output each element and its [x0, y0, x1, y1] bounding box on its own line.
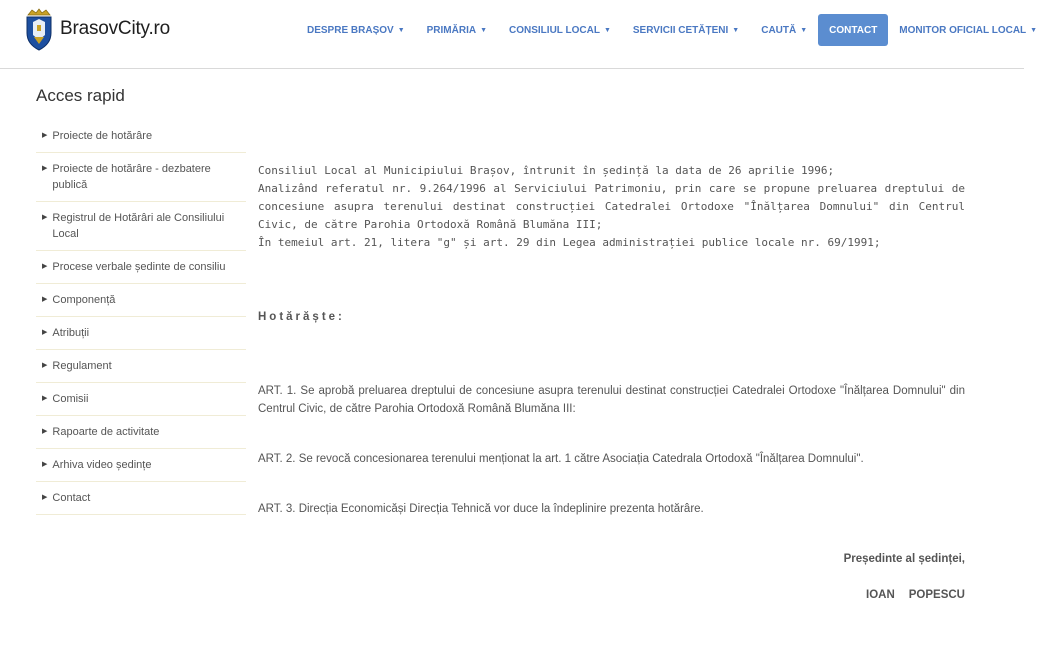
nav-label: PRIMĂRIA: [426, 24, 477, 36]
signature-last-name: POPESCU: [908, 589, 965, 601]
article-1: ART. 1. Se aprobă preluarea dreptului de concesiune asupra terenului destinat construcției Catedralei Ortodoxe "Înălțarea Domnului" din Centrul Civic, de către Parohia Ortodoxă Română Blumăna III:: [258, 385, 965, 415]
nav-label: MONITOR OFICIAL LOCAL: [899, 24, 1027, 36]
nav-label: CONSILIUL LOCAL: [509, 24, 600, 36]
sidebar-acces-rapid: [36, 86, 246, 515]
sidebar-item-label: Rapoarte de activitate: [52, 426, 160, 438]
sidebar-item-label: Regulament: [52, 360, 112, 372]
caret-right-icon: ▶: [42, 329, 48, 336]
caret-right-icon: ▶: [42, 461, 48, 468]
sidebar-item-procese-verbale[interactable]: [36, 251, 246, 284]
caret-right-icon: ▶: [42, 428, 48, 435]
nav-label: DESPRE BRAȘOV: [307, 24, 394, 36]
caret-right-icon: ▶: [42, 362, 48, 369]
sidebar-item-label: Contact: [52, 492, 91, 504]
sidebar-item-comisii[interactable]: [36, 383, 246, 416]
nav-consiliul-local[interactable]: [498, 14, 622, 46]
caret-down-icon: ▼: [1030, 26, 1038, 34]
sidebar-item-label: Arhiva video ședințe: [52, 459, 152, 471]
nav-primaria[interactable]: [416, 14, 498, 46]
sidebar-item-label: Componență: [52, 294, 116, 306]
nav-despre-brasov[interactable]: [296, 14, 416, 46]
nav-contact-button[interactable]: [818, 14, 888, 46]
signature-title: Președinte al ședinței,: [843, 553, 965, 565]
decision-document: [258, 162, 965, 604]
caret-down-icon: ▼: [397, 26, 405, 34]
main-nav: [296, 14, 1048, 46]
sidebar-item-label: Atribuții: [52, 327, 90, 339]
signature-name: [258, 586, 965, 604]
sidebar-item-componenta[interactable]: [36, 284, 246, 317]
brasov-coat-of-arms-icon: [24, 7, 54, 51]
sidebar-item-label: Proiecte de hotărâre - dezbatere publică: [52, 163, 211, 191]
nav-label: SERVICII CETĂȚENI: [632, 24, 729, 36]
sidebar-item-rapoarte-activitate[interactable]: [36, 416, 246, 449]
sidebar-title: Acces rapid: [36, 86, 125, 105]
caret-right-icon: ▶: [42, 263, 48, 270]
top-navbar: [0, 0, 1038, 69]
caret-right-icon: ▶: [42, 494, 48, 501]
sidebar-item-label: Proiecte de hotărâre: [52, 130, 153, 142]
sidebar-item-regulament[interactable]: [36, 350, 246, 383]
logo-text: BrasovCity.ro: [60, 18, 171, 39]
preamble-line: Analizând referatul nr. 9.264/1996 al Serviciului Patrimoniu, prin care se propune preluarea dreptului de concesiune asupra terenului destinat construcției Catedralei Ortodoxe "Înălțarea Domnului" din Centrul Civic, de către Parohia Ortodoxă Română Blumăna III;: [258, 182, 965, 231]
nav-monitor-oficial-local[interactable]: [888, 14, 1048, 46]
preamble-line: În temeiul art. 21, litera "g" și art. 29 din Legea administrației publice locale nr. 69/1991;: [258, 236, 881, 249]
decision-heading: Hotărăște:: [258, 311, 345, 323]
nav-label: CONTACT: [829, 24, 878, 36]
sidebar-item-arhiva-video[interactable]: [36, 449, 246, 482]
caret-right-icon: ▶: [42, 165, 48, 172]
sidebar-item-proiecte-hotarare[interactable]: [36, 120, 246, 153]
caret-right-icon: ▶: [42, 395, 48, 402]
caret-right-icon: ▶: [42, 132, 48, 139]
article-2: ART. 2. Se revocă concesionarea terenului menționat la art. 1 către Asociația Catedrala Ortodoxă "Înălțarea Domnului".: [258, 453, 864, 465]
caret-right-icon: ▶: [42, 214, 48, 221]
sidebar-item-dezbatere-publica[interactable]: [36, 153, 246, 202]
nav-cauta[interactable]: [750, 14, 818, 46]
caret-down-icon: ▼: [800, 26, 808, 34]
preamble-line: Consiliul Local al Municipiului Brașov, întrunit în ședință la data de 26 aprilie 1996;: [258, 164, 835, 177]
sidebar-list: [36, 120, 246, 515]
sidebar-item-registrul-hotarari[interactable]: [36, 202, 246, 251]
nav-servicii-cetateni[interactable]: [622, 14, 750, 46]
sidebar-item-label: Procese verbale ședinte de consiliu: [52, 261, 226, 273]
caret-down-icon: ▼: [603, 26, 611, 34]
sidebar-item-atributii[interactable]: [36, 317, 246, 350]
sidebar-item-contact[interactable]: [36, 482, 246, 515]
sidebar-item-label: Registrul de Hotărâri ale Consiliului Local: [52, 212, 225, 240]
caret-right-icon: ▶: [42, 296, 48, 303]
article-3: ART. 3. Direcția Economicăși Direcția Tehnică vor duce la îndeplinire prezenta hotărâre.: [258, 503, 704, 515]
caret-down-icon: ▼: [732, 26, 740, 34]
site-logo[interactable]: [24, 6, 171, 52]
nav-label: CAUTĂ: [761, 24, 797, 36]
signature-first-name: IOAN: [866, 589, 895, 601]
caret-down-icon: ▼: [480, 26, 488, 34]
sidebar-item-label: Comisii: [52, 393, 89, 405]
